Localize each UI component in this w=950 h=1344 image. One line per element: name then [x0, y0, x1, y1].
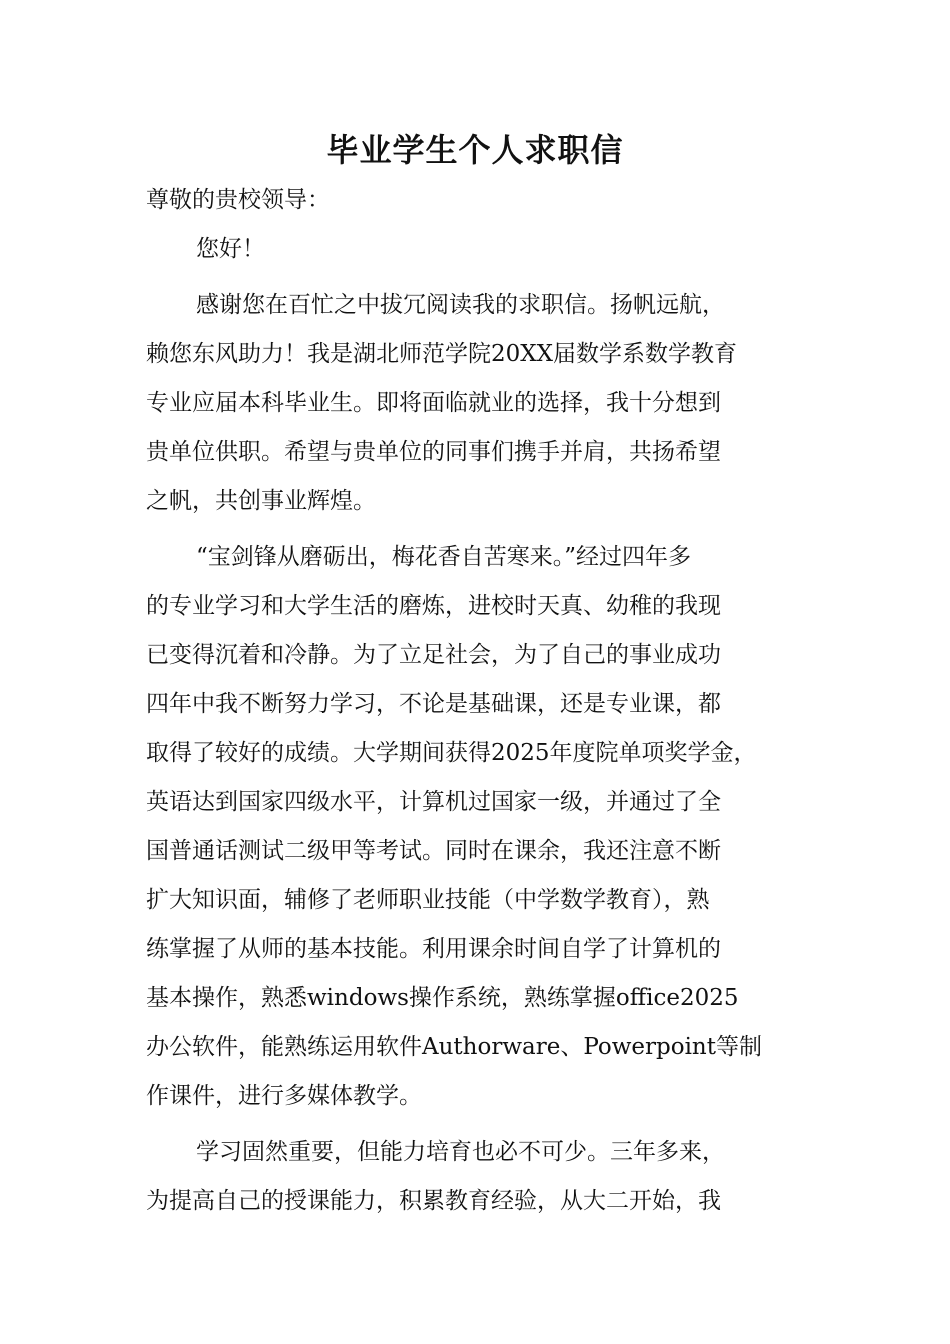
paragraph-line: 学习固然重要，但能力培育也必不可少。三年多来，: [196, 1139, 725, 1165]
greeting: 您好！: [196, 236, 265, 262]
paragraph-line: 练掌握了从师的基本技能。利用课余时间自学了计算机的: [146, 936, 721, 962]
paragraph-line: 国普通话测试二级甲等考试。同时在课余，我还注意不断: [146, 838, 721, 864]
paragraph-line: 英语达到国家四级水平，计算机过国家一级，并通过了全: [146, 789, 721, 815]
document-title: 毕业学生个人求职信: [326, 131, 624, 169]
paragraph-line: 的专业学习和大学生活的磨炼，进校时天真、幼稚的我现: [146, 593, 721, 619]
paragraph-line: 为提高自己的授课能力，积累教育经验，从大二开始，我: [146, 1188, 721, 1214]
paragraph-line: “宝剑锋从磨砺出，梅花香自苦寒来。”经过四年多: [196, 544, 692, 570]
paragraph-2: [146, 533, 806, 1121]
paragraph-line: 作课件，进行多媒体教学。: [146, 1083, 422, 1109]
paragraph-line: 已变得沉着和冷静。为了立足社会，为了自己的事业成功: [146, 642, 721, 668]
paragraph-line: 基本操作，熟悉windows操作系统，熟练掌握office2025: [146, 985, 739, 1011]
paragraph-line: 扩大知识面，辅修了老师职业技能（中学数学教育），熟: [146, 887, 710, 913]
paragraph-3: [146, 1128, 806, 1226]
paragraph-line: 赖您东风助力！我是湖北师范学院20XX届数学系数学教育: [146, 341, 738, 367]
paragraph-line: 四年中我不断努力学习，不论是基础课，还是专业课，都: [146, 691, 721, 717]
letter-body: [146, 176, 806, 1226]
paragraph-line: 感谢您在百忙之中拔冗阅读我的求职信。扬帆远航，: [196, 292, 725, 318]
paragraph-line: 办公软件，能熟练运用软件Authorware、Powerpoint等制: [146, 1034, 762, 1060]
salutation: 尊敬的贵校领导：: [146, 187, 330, 213]
paragraph-line: 专业应届本科毕业生。即将面临就业的选择，我十分想到: [146, 390, 721, 416]
paragraph-line: 贵单位供职。希望与贵单位的同事们携手并肩，共扬希望: [146, 439, 721, 465]
paragraph-line: 之帆，共创事业辉煌。: [146, 488, 376, 514]
paragraph-1: [146, 281, 806, 526]
paragraph-line: 取得了较好的成绩。大学期间获得2025年度院单项奖学金，: [146, 740, 757, 766]
